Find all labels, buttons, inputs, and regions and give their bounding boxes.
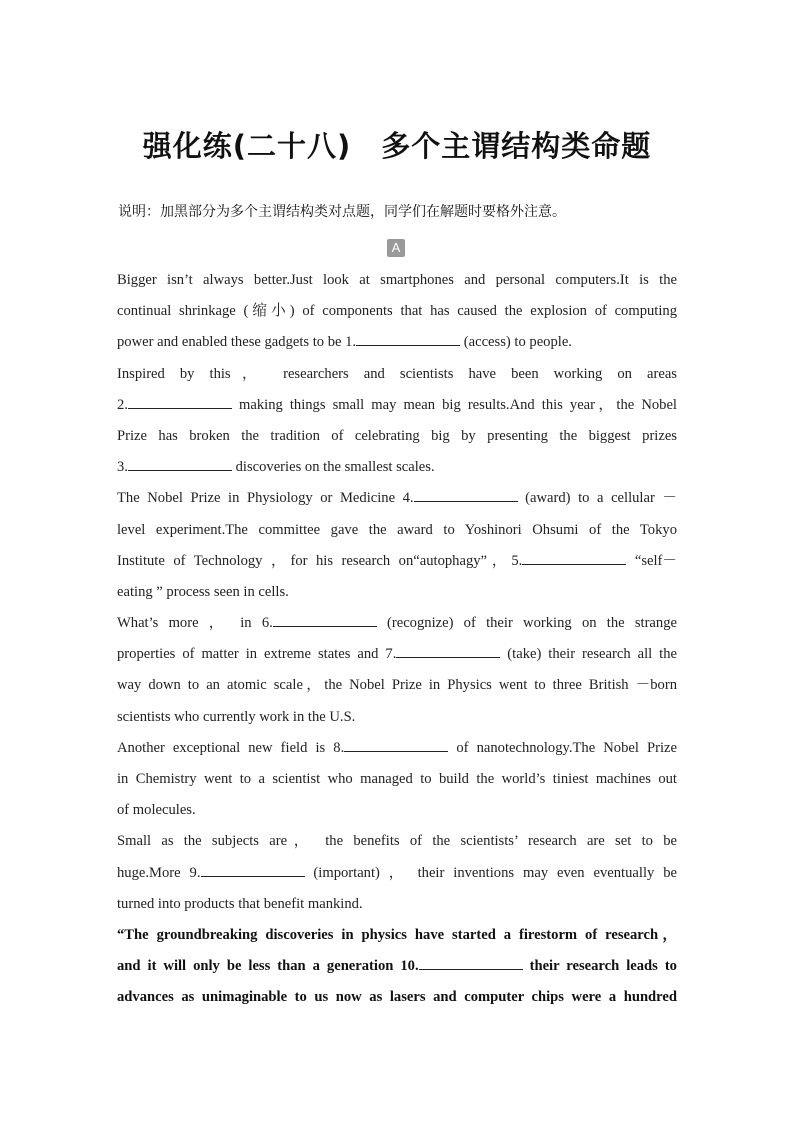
passage-line: Another exceptional new field is 8. of nanotechnology.The Nobel Prize (117, 739, 677, 756)
instruction-note: 说明：加黑部分为多个主谓结构类对点题，同学们在解题时要格外注意。 (118, 204, 566, 220)
answer-blank-6[interactable] (273, 613, 377, 627)
answer-blank-9[interactable] (201, 863, 305, 877)
passage-line: properties of matter in extreme states and 7. (take) their research all the (117, 646, 677, 663)
passage-line-bold: and it will only be less than a generation 10. their research leads to (117, 958, 677, 975)
passage-line: 2. making things small may mean big results.And this year，the Nobel (117, 396, 677, 413)
passage-line: 3. discoveries on the smallest scales. (117, 459, 435, 476)
answer-blank-1[interactable] (356, 332, 460, 346)
answer-blank-3[interactable] (128, 457, 232, 471)
passage-line: eating ” process seen in cells. (117, 583, 289, 600)
answer-blank-2[interactable] (128, 395, 232, 409)
passage-line: huge.More 9. (important) ， their inventions may even eventually be (117, 864, 677, 881)
passage-line: Prize has broken the tradition of celebrating big by presenting the biggest prizes (117, 427, 677, 444)
passage-line: turned into products that benefit mankind. (117, 895, 363, 912)
passage-line: Inspired by this， researchers and scientists have been working on areas (117, 365, 677, 382)
section-badge: A (387, 239, 405, 257)
passage-body (117, 265, 677, 1014)
answer-blank-4[interactable] (414, 488, 518, 502)
passage-line: The Nobel Prize in Physiology or Medicine 4. (award) to a cellular － (117, 490, 677, 507)
passage-line: power and enabled these gadgets to be 1. (access) to people. (117, 334, 572, 351)
passage-line: way down to an atomic scale，the Nobel Prize in Physics went to three British －born (117, 677, 677, 694)
passage-line-bold: advances as unimaginable to us now as lasers and computer chips were a hundred (117, 989, 677, 1006)
passage-line: continual shrinkage (缩小) of components that has caused the explosion of computing (117, 303, 677, 320)
passage-line-bold: “The groundbreaking discoveries in physics have started a firestorm of research， (117, 926, 677, 943)
passage-line: Small as the subjects are， the benefits of the scientists’ research are set to be (117, 833, 677, 850)
answer-blank-5[interactable] (522, 551, 626, 565)
passage-line: in Chemistry went to a scientist who managed to build the world’s tiniest machines out (117, 771, 677, 787)
passage-line: of molecules. (117, 802, 196, 819)
passage-line: scientists who currently work in the U.S. (117, 708, 356, 725)
answer-blank-7[interactable] (396, 644, 500, 658)
answer-blank-8[interactable] (344, 738, 448, 752)
page-title: 强化练(二十八) 多个主谓结构类命题 (142, 129, 652, 163)
answer-blank-10[interactable] (419, 956, 523, 970)
passage-line: level experiment.The committee gave the award to Yoshinori Ohsumi of the Tokyo (117, 521, 677, 538)
passage-line: Institute of Technology ，for his research on“autophagy”，5. “self－ (117, 552, 677, 569)
passage-line: Bigger isn’t always better.Just look at smartphones and personal computers.It is the (117, 272, 677, 288)
passage-line: What’s more ， in 6. (recognize) of their working on the strange (117, 615, 677, 632)
